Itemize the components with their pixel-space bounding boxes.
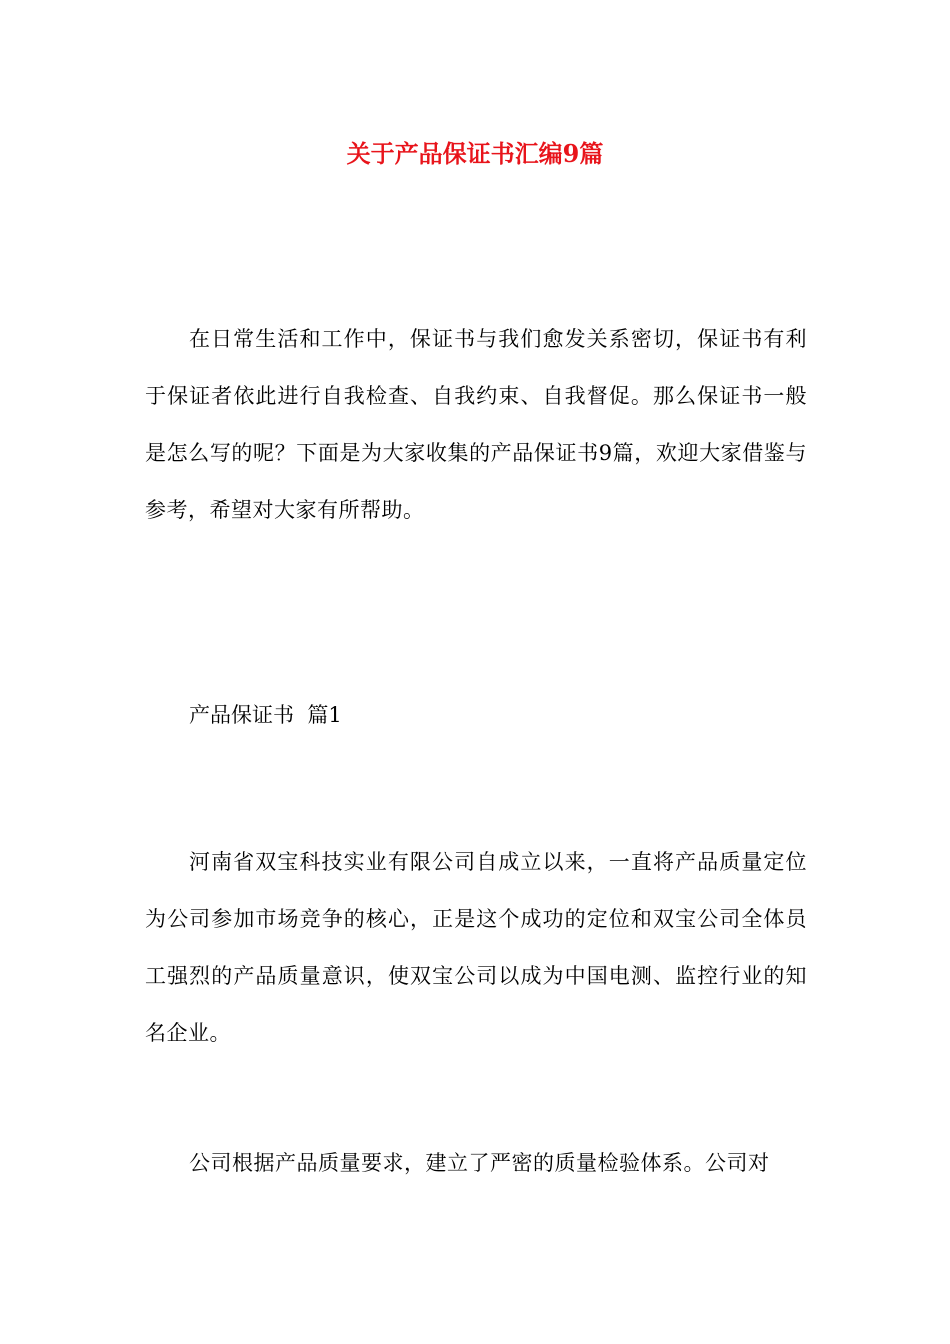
section-paragraph-continued: 公司根据产品质量要求，建立了严密的质量检验体系。公司对 [189,1151,770,1175]
document-title: 关于产品保证书汇编9篇 [346,139,604,168]
section-heading: 产品保证书 篇1 [189,703,342,727]
intro-paragraph: 在日常生活和工作中，保证书与我们愈发关系密切，保证书有利于保证者依此进行自我检查、自我约束、自我督促。那么保证书一般是怎么写的呢？下面是为大家收集的产品保证书9篇，欢迎大家借鉴与参考，希望对大家有所帮助。 [145,327,807,522]
section-paragraph: 河南省双宝科技实业有限公司自成立以来，一直将产品质量定位为公司参加市场竞争的核心，正是这个成功的定位和双宝公司全体员工强烈的产品质量意识，使双宝公司以成为中国电测、监控行业的知名企业。 [145,850,807,1045]
